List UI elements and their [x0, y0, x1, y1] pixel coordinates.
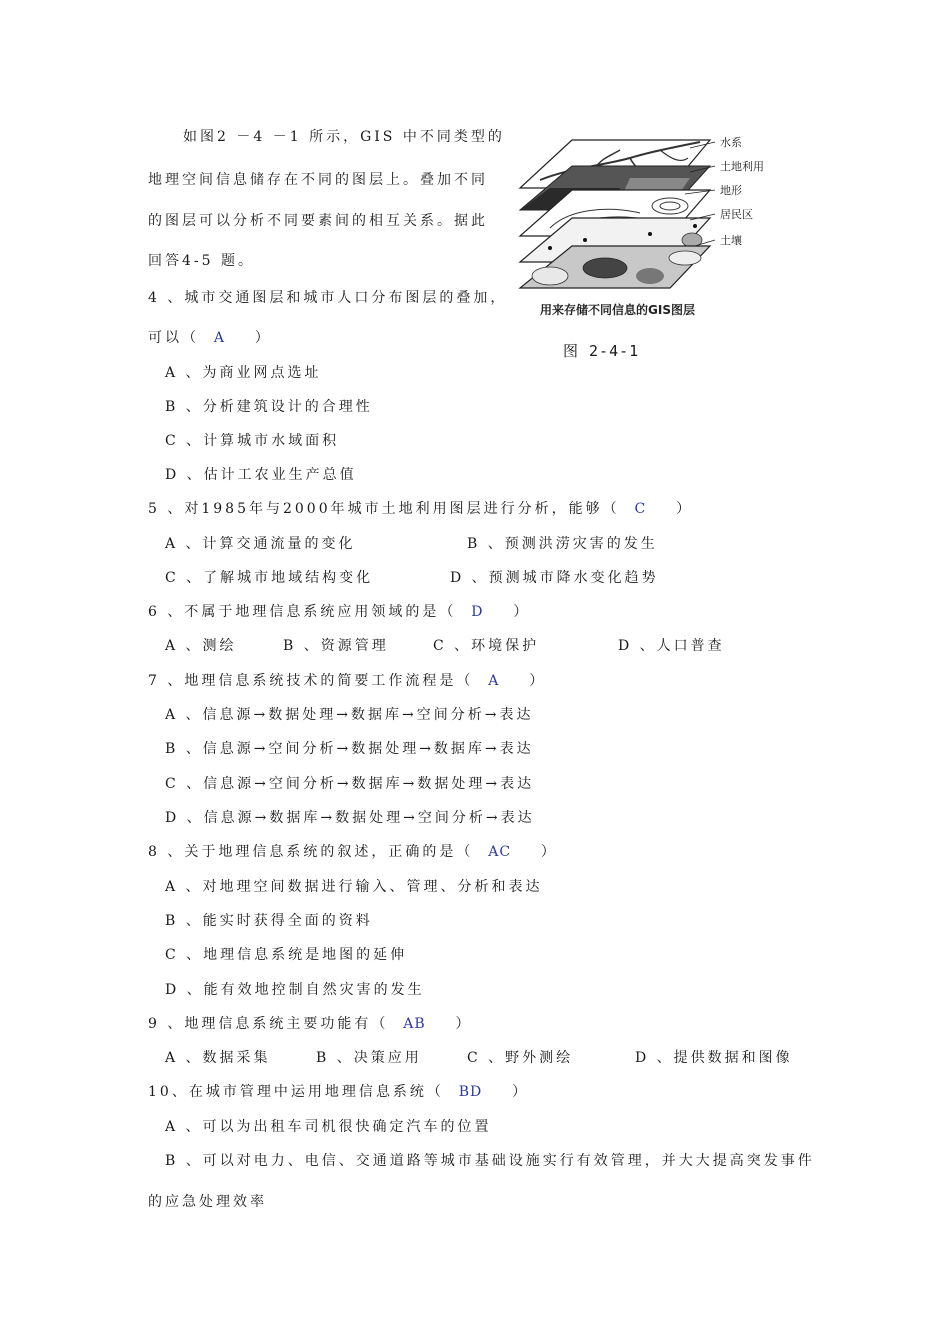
q6-option-c: C 、环境保护 [433, 638, 540, 654]
q7-option-d: D 、信息源→数据库→数据处理→空间分析→表达 [165, 810, 535, 826]
q5-option-a: A 、计算交通流量的变化 [165, 536, 356, 552]
q8-option-a: A 、对地理空间数据进行输入、管理、分析和表达 [165, 879, 543, 895]
q5-stem-text: 5 、对1985年与2000年城市土地利用图层进行分析，能够（ [148, 501, 620, 517]
q10-stem-text: 10、在城市管理中运用地理信息系统（ [148, 1084, 444, 1100]
layer-label-soil: 土壤 [720, 234, 742, 247]
q8-answer: AC [488, 844, 512, 860]
q9-option-b: B 、决策应用 [316, 1050, 422, 1066]
q8-stem [148, 843, 558, 861]
q9-close: ） [455, 1016, 473, 1032]
q7-option-c: C 、信息源→空间分析→数据库→数据处理→表达 [165, 776, 535, 792]
q5-close: ） [676, 501, 694, 517]
q5-answer: C [634, 501, 647, 517]
layer-label-land-use: 土地利用 [720, 160, 764, 173]
q7-answer: A [488, 673, 500, 689]
q6-stem [148, 603, 530, 621]
q8-option-c: C 、地理信息系统是地图的延伸 [165, 947, 408, 963]
q9-option-c: C 、野外测绘 [467, 1050, 574, 1066]
intro-line-3: 的图层可以分析不同要素间的相互关系。据此 [148, 213, 488, 229]
q7-option-b: B 、信息源→空间分析→数据处理→数据库→表达 [165, 741, 534, 757]
intro-line-4: 回答4-5 题。 [148, 253, 255, 269]
layer-label-water: 水系 [720, 136, 742, 149]
q4-answer: A [213, 330, 226, 346]
q8-close: ） [540, 844, 558, 860]
q7-close: ） [529, 673, 547, 689]
q5-option-d: D 、预测城市降水变化趋势 [450, 570, 659, 586]
q4-stem-text: 可以（ [148, 330, 199, 346]
q10-option-a: A 、可以为出租车司机很快确定汽车的位置 [165, 1119, 492, 1135]
q5-option-b: B 、预测洪涝灾害的发生 [467, 536, 658, 552]
q6-close: ） [513, 604, 531, 620]
q10-stem [148, 1083, 529, 1101]
q8-stem-text: 8 、关于地理信息系统的叙述，正确的是（ [148, 844, 474, 860]
q7-stem [148, 672, 546, 690]
q5-stem [148, 500, 693, 518]
layer-label-residential: 居民区 [720, 208, 753, 221]
layer-label-terrain: 地形 [720, 184, 742, 197]
q4-option-d: D 、估计工农业生产总值 [165, 467, 357, 483]
q6-option-b: B 、资源管理 [283, 638, 389, 654]
figure-title: 用来存储不同信息的GIS图层 [540, 303, 695, 317]
q10-option-b: B 、可以对电力、电信、交通道路等城市基础设施实行有效管理，并大大提高突发事件 [165, 1153, 815, 1169]
q9-option-d: D 、提供数据和图像 [635, 1050, 793, 1066]
q10-close: ） [512, 1084, 530, 1100]
q9-answer: AB [403, 1016, 426, 1032]
q4-stem-b [148, 329, 272, 347]
q9-stem [148, 1015, 472, 1033]
q4-option-a: A 、为商业网点选址 [165, 365, 322, 381]
q6-answer: D [471, 604, 484, 620]
intro-line-2: 地理空间信息储存在不同的图层上。叠加不同 [148, 172, 488, 188]
q10-option-b-continued: 的应急处理效率 [148, 1194, 267, 1210]
q4-close: ） [254, 330, 272, 346]
q9-option-a: A 、数据采集 [165, 1050, 271, 1066]
intro-line-1: 如图2 －4 －1 所示，GIS 中不同类型的 [183, 129, 505, 145]
gis-layers-figure [510, 128, 790, 328]
q9-stem-text: 9 、地理信息系统主要功能有（ [148, 1016, 389, 1032]
figure-caption: 图 2-4-1 [563, 342, 640, 360]
q6-stem-text: 6 、不属于地理信息系统应用领域的是（ [148, 604, 457, 620]
q8-option-d: D 、能有效地控制自然灾害的发生 [165, 982, 425, 998]
q4-option-b: B 、分析建筑设计的合理性 [165, 399, 373, 415]
q10-answer: BD [458, 1084, 483, 1100]
q6-option-a: A 、测绘 [165, 638, 237, 654]
q6-option-d: D 、人口普查 [618, 638, 725, 654]
q4-option-c: C 、计算城市水域面积 [165, 433, 340, 449]
q7-stem-text: 7 、地理信息系统技术的简要工作流程是（ [148, 673, 474, 689]
q4-stem-a: 4 、城市交通图层和城市人口分布图层的叠加， [148, 290, 508, 306]
q5-option-c: C 、了解城市地域结构变化 [165, 570, 374, 586]
q8-option-b: B 、能实时获得全面的资料 [165, 913, 373, 929]
q7-option-a: A 、信息源→数据处理→数据库→空间分析→表达 [165, 707, 534, 723]
